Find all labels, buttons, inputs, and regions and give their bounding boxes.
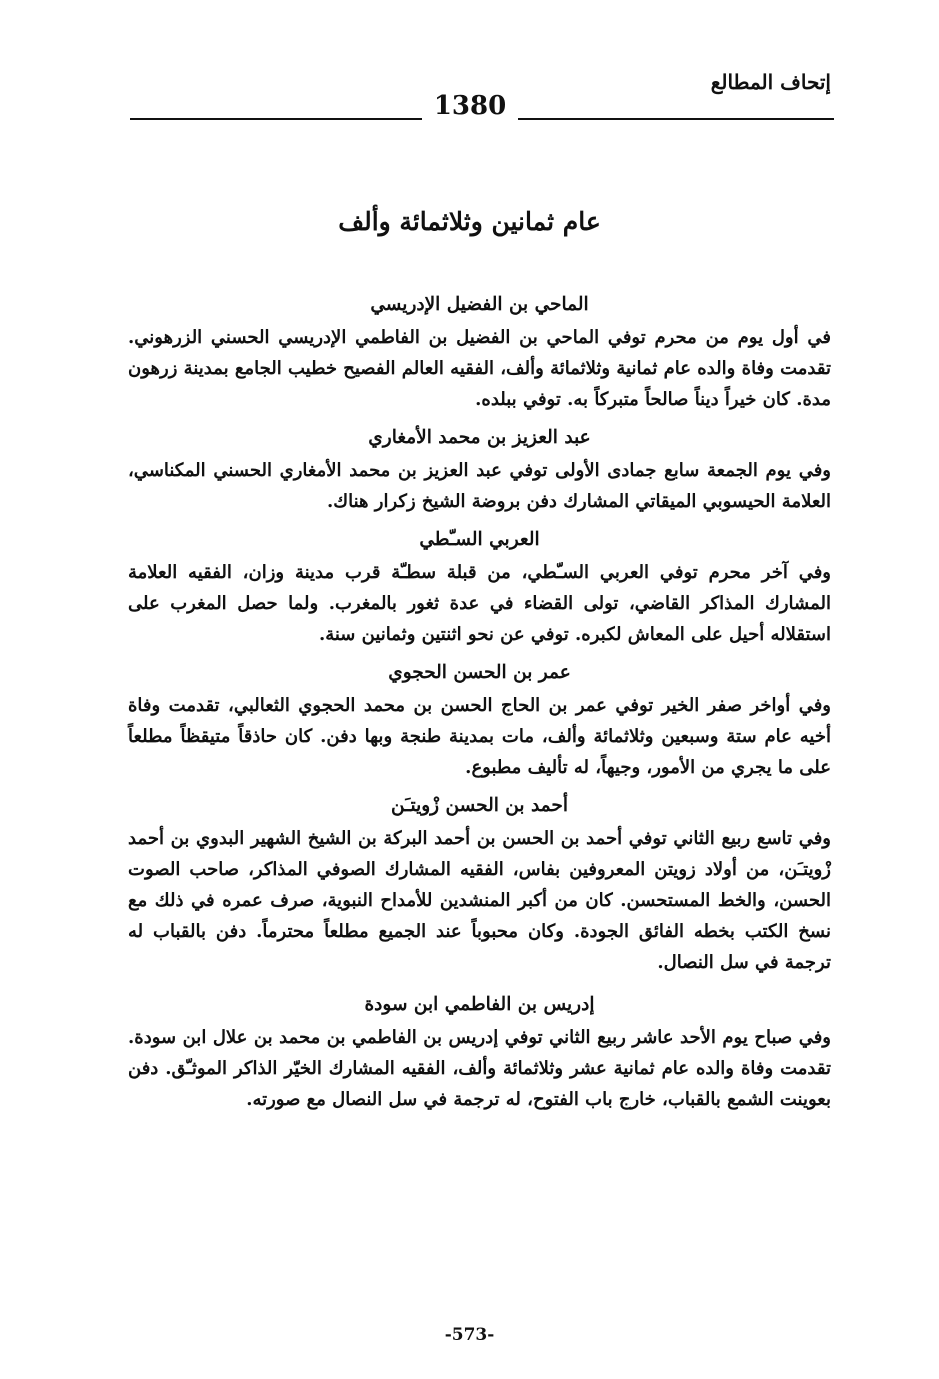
entry [128,988,831,1115]
header-rule-right [518,118,834,120]
entry-heading: عمر بن الحسن الحجوي [388,662,571,683]
entry-heading: أحمد بن الحسن زْويتـَن [391,795,568,816]
entry-text: في أول يوم من محرم توفي الماحي بن الفضيل بن الفاطمي الإدريسي الحسني الزرهوني. تقدمت وفاة والده عام ثمانية وثلاثمائة وألف، الفقيه العالم الفصيح خطيب الجامع بمدينة زرهون مدة. كان خيراً ديناً صالحاً متبركاً به. توفي ببلده. [128,327,831,410]
entry [128,288,831,415]
entry-text: وفي آخر محرم توفي العربي السـّطي، من قبلة سطـّة قرب مدينة وزان، الفقيه العلامة المشارك المذاكر القاضي، تولى القضاء في عدة ثغور بالمغرب. ولما حصل المغرب على استقلاله أحيل على المعاش لكبره. توفي عن نحو اثنتين وثمانين سنة. [128,562,831,645]
year-number: 1380 [433,91,507,121]
entry [128,789,831,978]
entry-heading: عبد العزيز بن محمد الأمغاري [368,427,591,448]
entry [128,421,831,517]
entry [128,523,831,650]
entry-text: وفي صباح يوم الأحد عاشر ربيع الثاني توفي إدريس بن الفاطمي بن محمد بن علال ابن سودة. تقدمت وفاة والده عام ثمانية عشر وثلاثمائة وألف، الفقيه المشارك الخيّر الذاكر الموثـّق. دفن بعوينت الشمع بالقباب، خارج باب الفتوح، له ترجمة في سل النصال مع صورته. [128,1027,831,1110]
entry-heading: الماحي بن الفضيل الإدريسي [370,294,589,315]
entry-text: وفي يوم الجمعة سابع جمادى الأولى توفي عبد العزيز بن محمد الأمغاري الحسني المكناسي، العلامة الحيسوبي الميقاتي المشارك دفن بروضة الشيخ زكرار هناك. [128,460,831,512]
chapter-title: عام ثمانين وثلاثمائة وألف [338,207,601,236]
running-title: إتحاف المطالع [710,70,831,94]
entry-text: وفي أواخر صفر الخير توفي عمر بن الحاج الحسن بن محمد الحجوي الثعالبي، تقدمت وفاة أخيه عام ستة وسبعين وثلاثمائة وألف، مات بمدينة طنجة وبها دفن. كان حاذقاً متيقظاً مطلعاً على ما يجري من الأمور، وجيهاً، له تأليف مطبوع. [128,695,831,778]
entry [128,656,831,783]
body-text [128,288,831,1121]
entry-text: وفي تاسع ربيع الثاني توفي أحمد بن الحسن بن أحمد البركة بن الشيخ الشهير البدوي بن أحمد زْويتـَن، من أولاد زويتن المعروفين بفاس، الفقيه المشارك الصوفي المذاكر، صاحب الصوت الحسن، والخط المستحسن. كان من أكبر المنشدين للأمداح النبوية، صرف عمره في ذلك مع نسخ الكتب بخطه الفائق الجودة. وكان محبوباً عند الجميع مطلعاً محترماً. دفن بالقباب له ترجمة في سل النصال. [128,828,831,973]
entry-heading: إدريس بن الفاطمي ابن سودة [364,994,595,1015]
header-rule-left [130,118,422,120]
entry-heading: العربي السـّطي [419,529,540,550]
page-number: -573- [444,1325,495,1345]
